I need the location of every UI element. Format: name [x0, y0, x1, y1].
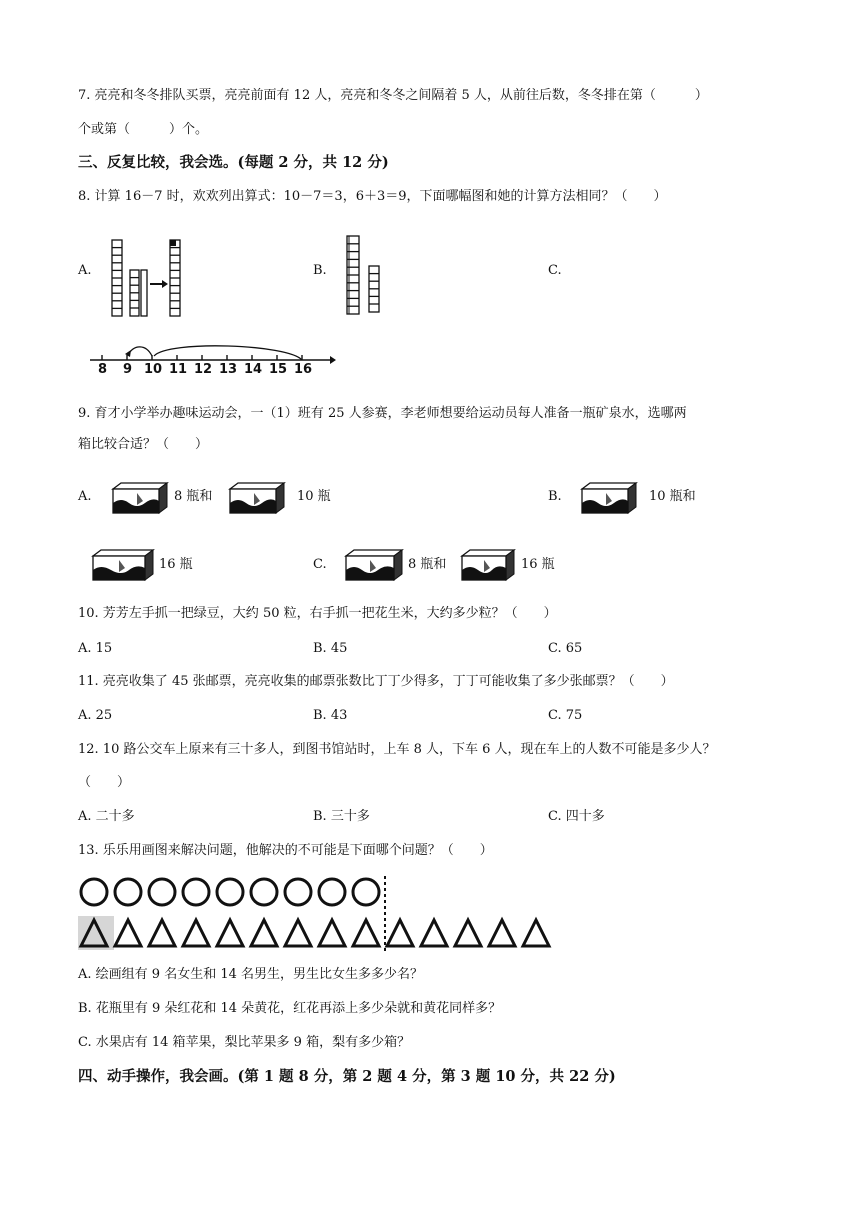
tick-label: 14 [244, 362, 263, 377]
triangle-mark [455, 920, 481, 946]
q11-stem: 11. 亮亮收集了 45 张邮票，亮亮收集的邮票张数比丁丁少得多，丁丁可能收集了多少张邮票？（ ） [78, 674, 674, 689]
triangle-mark [319, 920, 345, 946]
q10-option-b: B. 45 [313, 641, 348, 656]
water-box-icon [228, 481, 286, 515]
q9-stem-line1: 9. 育才小学举办趣味运动会，一（1）班有 25 人参赛，李老师想要给运动员每人准备一瓶矿泉水，选哪两 [78, 406, 687, 421]
circle-mark [217, 879, 243, 905]
water-box-icon [460, 548, 516, 582]
circle-mark [285, 879, 311, 905]
q8-option-b-blocks-figure [343, 232, 383, 318]
q13-option-a: A. 绘画组有 9 名女生和 14 名男生，男生比女生多多少名？ [78, 967, 423, 982]
q9-option-c-label: C. [313, 557, 327, 572]
q9-option-b-box1-label: 10 瓶和 [649, 489, 696, 504]
q9-stem-line2: 箱比较合适？（ ） [78, 437, 209, 452]
section4-title: 四、动手操作，我会画。(第 1 题 8 分，第 2 题 4 分，第 3 题 10 分，共 22 分) [78, 1068, 616, 1085]
triangle-mark [523, 920, 549, 946]
circle-mark [319, 879, 345, 905]
circle-mark [183, 879, 209, 905]
q12-stem-line1: 12. 10 路公交车上原来有三十多人，到图书馆站时，上车 8 人，下车 6 人，现在车上的人数不可能是多少人？ [78, 742, 716, 757]
triangle-mark [251, 920, 277, 946]
circle-mark [251, 879, 277, 905]
q10-option-a: A. 15 [78, 641, 113, 656]
q13-stem: 13. 乐乐用画图来解决问题，他解决的不可能是下面哪个问题？（ ） [78, 843, 493, 858]
circle-mark [353, 879, 379, 905]
q11-option-a: A. 25 [78, 708, 113, 723]
triangle-mark [149, 920, 175, 946]
circle-mark [81, 879, 107, 905]
triangle-mark [489, 920, 515, 946]
q7-line2: 个或第（ ）个。 [78, 122, 209, 137]
water-box-icon [91, 548, 157, 582]
tick-label: 16 [294, 362, 313, 377]
tick-label: 15 [269, 362, 288, 377]
triangle-mark [115, 920, 141, 946]
q11-option-b: B. 43 [313, 708, 348, 723]
tick-label: 9 [123, 362, 133, 377]
q9-option-a-box2-label: 10 瓶 [297, 489, 331, 504]
q13-circles-triangles-figure [78, 874, 573, 954]
triangle-mark [387, 920, 413, 946]
q7-line1: 7. 亮亮和冬冬排队买票，亮亮前面有 12 人，亮亮和冬冬之间隔着 5 人，从前往后数，冬冬排在第（ ） [78, 88, 708, 103]
q13-option-b: B. 花瓶里有 9 朵红花和 14 朵黄花，红花再添上多少朵就和黄花同样多？ [78, 1001, 502, 1016]
q12-option-b: B. 三十多 [313, 809, 370, 824]
q9-option-a-label: A. [78, 489, 92, 504]
section3-title: 三、反复比较，我会选。(每题 2 分，共 12 分) [78, 154, 389, 171]
q10-option-c: C. 65 [548, 641, 583, 656]
tick-label: 10 [144, 362, 163, 377]
number-line-labels [88, 362, 338, 382]
q8-option-b-label: B. [313, 263, 327, 278]
water-box-icon [580, 481, 638, 515]
tick-label: 11 [169, 362, 188, 377]
q12-option-c: C. 四十多 [548, 809, 605, 824]
q13-option-c: C. 水果店有 14 箱苹果，梨比苹果多 9 箱，梨有多少箱？ [78, 1035, 411, 1050]
tick-label: 13 [219, 362, 238, 377]
q9-option-b-label: B. [548, 489, 562, 504]
water-box-icon [344, 548, 404, 582]
q11-option-c: C. 75 [548, 708, 583, 723]
tick-label: 8 [98, 362, 108, 377]
water-box-icon [111, 481, 169, 515]
tick-label: 12 [194, 362, 213, 377]
triangle-mark [285, 920, 311, 946]
circle-mark [115, 879, 141, 905]
triangle-mark [353, 920, 379, 946]
triangle-mark [217, 920, 243, 946]
q12-option-a: A. 二十多 [78, 809, 135, 824]
q8-stem: 8. 计算 16－7 时，欢欢列出算式：10－7＝3，6＋3＝9，下面哪幅图和她的计算方法相同？（ ） [78, 189, 667, 204]
triangle-mark [183, 920, 209, 946]
q9-option-c-box1-label: 8 瓶和 [408, 557, 447, 572]
triangle-mark [421, 920, 447, 946]
q8-option-a-blocks-figure [108, 238, 188, 320]
q12-stem-line2: （ ） [78, 775, 131, 790]
q9-option-b-box2-label: 16 瓶 [159, 557, 193, 572]
q9-option-c-box2-label: 16 瓶 [521, 557, 555, 572]
q8-option-a-label: A. [78, 263, 92, 278]
q8-option-c-label: C. [548, 263, 562, 278]
q9-option-a-box1-label: 8 瓶和 [174, 489, 213, 504]
circle-mark [149, 879, 175, 905]
q10-stem: 10. 芳芳左手抓一把绿豆，大约 50 粒，右手抓一把花生米，大约多少粒？（ ） [78, 606, 557, 621]
